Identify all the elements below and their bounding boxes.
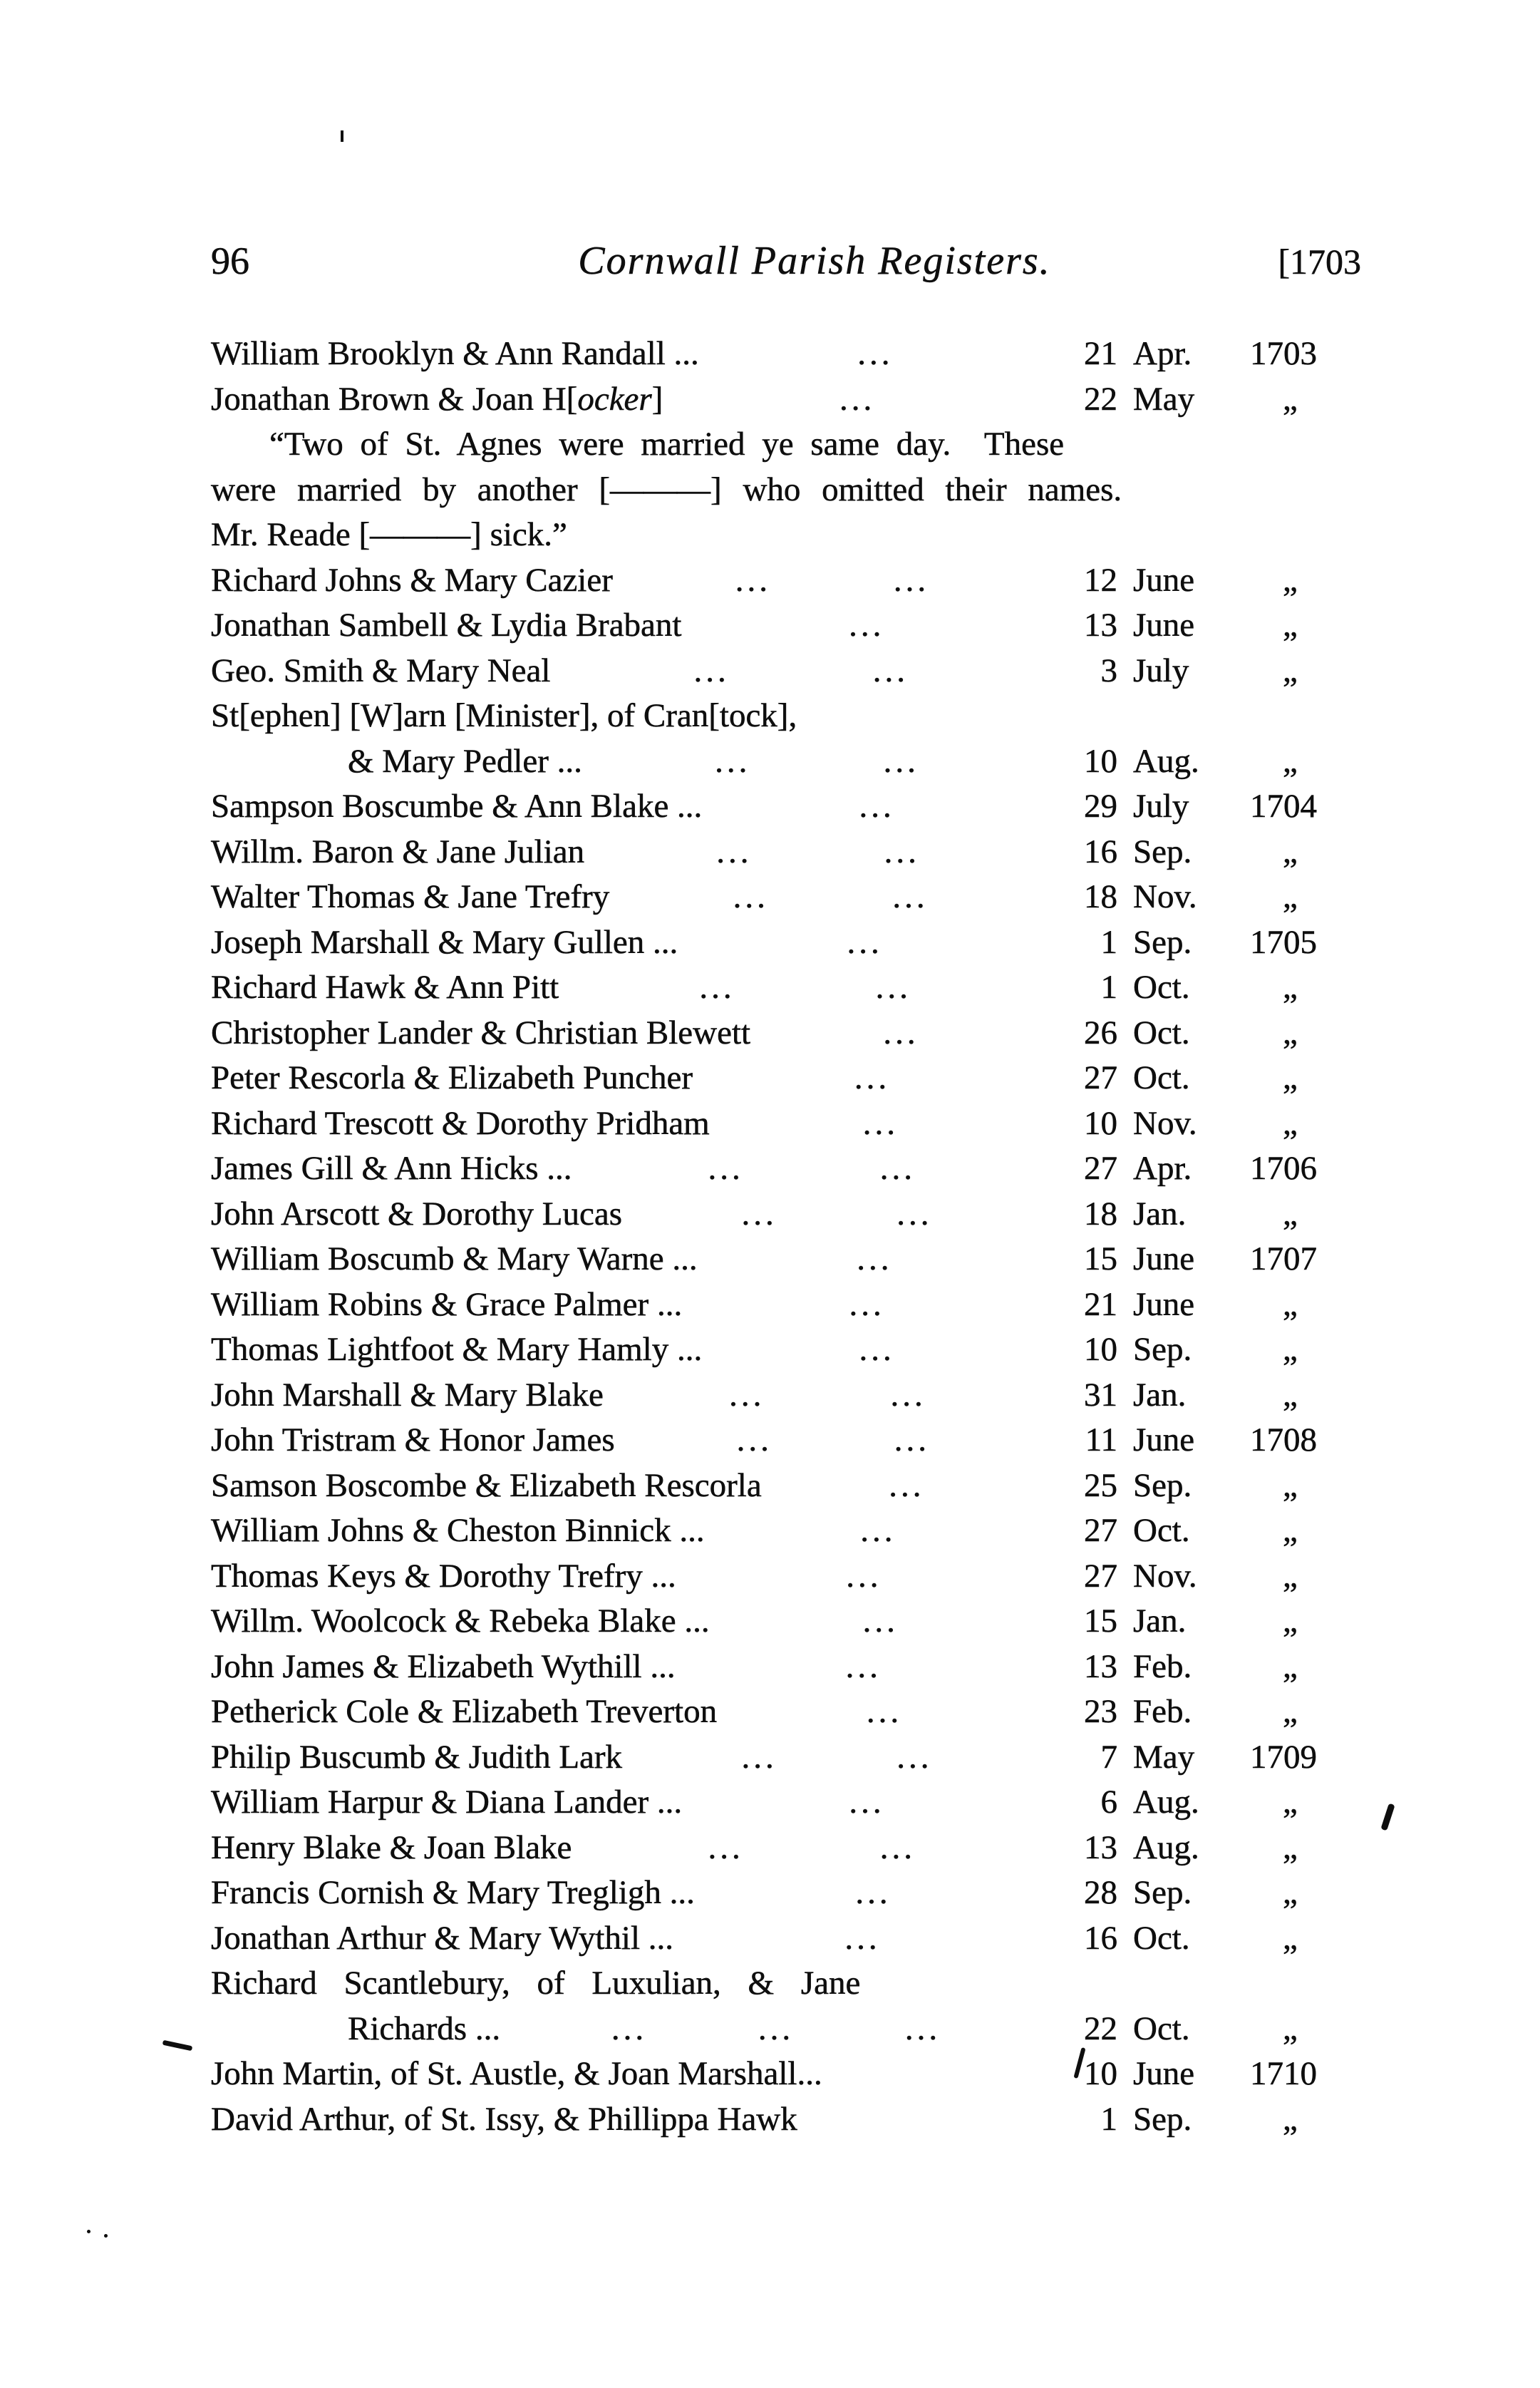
entry-month: Sep. (1133, 2100, 1192, 2138)
entry-name: John Marshall & Mary Blake (211, 1376, 604, 1414)
register-entry (211, 965, 1361, 1011)
leader-dots: ... (735, 561, 771, 599)
entry-year: „ (1283, 1512, 1298, 1549)
register-entry (211, 2097, 1361, 2143)
entry-leaders (676, 1554, 1052, 1600)
entry-year: „ (1283, 2009, 1298, 2047)
entry-name: Willm. Woolcock & Rebeka Blake ... (211, 1602, 710, 1640)
leader-dots: ... (862, 1602, 899, 1640)
entry-day: 18 (1084, 878, 1117, 915)
register-entry (211, 1146, 1361, 1192)
leader-dots: ... (890, 1376, 926, 1414)
entry-name: Jonathan Brown & Joan H[ocker] (211, 380, 663, 418)
entry-leaders (702, 784, 1052, 830)
entry-year: „ (1283, 1376, 1298, 1414)
register-entry (211, 1056, 1361, 1101)
entry-day: 21 (1084, 335, 1117, 372)
entry-month: Nov. (1133, 1557, 1197, 1595)
entry-name: Richard Scantlebury, of Luxulian, & Jane (211, 1965, 861, 2002)
entry-year: „ (1283, 833, 1298, 870)
entry-month: Jan. (1133, 1376, 1187, 1414)
leader-dots: ... (857, 1240, 893, 1277)
register-entry (211, 1599, 1361, 1645)
leader-dots: ... (896, 1738, 933, 1776)
leader-dots: ... (716, 833, 753, 870)
entry-name: & Mary Pedler ... (348, 742, 582, 780)
register-entry (211, 1327, 1361, 1373)
register-entry (211, 1418, 1361, 1463)
entry-day: 11 (1085, 1421, 1117, 1458)
register-entry (211, 1192, 1361, 1237)
entry-month: June (1133, 1240, 1195, 1277)
entry-day: 26 (1084, 1014, 1117, 1051)
leader-dots: ... (855, 1874, 892, 1911)
entry-leaders (681, 603, 1052, 649)
entry-year: „ (1283, 607, 1298, 644)
register-entry (211, 1961, 1361, 2007)
entry-leaders (762, 1463, 1052, 1509)
entry-month: Sep. (1133, 833, 1192, 870)
entry-month: Nov. (1133, 1104, 1197, 1142)
entry-leaders (622, 1192, 1052, 1237)
entry-month: July (1133, 652, 1189, 689)
entry-day: 28 (1084, 1874, 1117, 1911)
entry-day: 10 (1084, 1331, 1117, 1368)
leader-dots: ... (879, 1828, 916, 1866)
entry-year: „ (1283, 380, 1298, 418)
entry-leaders (717, 1689, 1052, 1735)
entry-day: 1 (1100, 969, 1117, 1006)
entry-month: Apr. (1133, 1150, 1192, 1187)
entry-year: 1705 (1250, 923, 1317, 961)
entry-year: „ (1283, 561, 1298, 599)
entry-day: 7 (1100, 1738, 1117, 1776)
leader-dots: ... (845, 1647, 882, 1685)
leader-dots: ... (849, 607, 885, 644)
entry-day: 22 (1084, 2009, 1117, 2047)
entry-name: David Arthur, of St. Issy, & Phillippa Hawk (211, 2100, 797, 2138)
entry-year: „ (1283, 1784, 1298, 1821)
entry-year: „ (1283, 742, 1298, 780)
leader-dots: ... (715, 742, 751, 780)
entry-month: Sep. (1133, 1874, 1192, 1911)
entry-year: 1710 (1250, 2055, 1317, 2092)
register-entry (211, 784, 1361, 830)
entry-day: 10 (1084, 742, 1117, 780)
entry-month: Oct. (1133, 1919, 1190, 1957)
entry-name: Richard Hawk & Ann Pitt (211, 969, 559, 1006)
entry-leaders (682, 1282, 1052, 1328)
leader-dots: ... (892, 878, 929, 915)
register-entry (211, 739, 1361, 785)
leader-dots: ... (883, 1014, 919, 1051)
entry-name: Joseph Marshall & Mary Gullen ... (211, 923, 678, 961)
entry-leaders (702, 1327, 1052, 1373)
entry-leaders (673, 1916, 1052, 1962)
entry-month: Aug. (1133, 1784, 1199, 1821)
entry-name: William Harpur & Diana Lander ... (211, 1784, 683, 1821)
register-entry (211, 1826, 1361, 1871)
entry-year: „ (1283, 1693, 1298, 1730)
entry-day: 16 (1084, 833, 1117, 870)
leader-dots: ... (708, 1828, 744, 1866)
register-entry (211, 1237, 1361, 1282)
register-entry (211, 1735, 1361, 1781)
entry-name: William Johns & Cheston Binnick ... (211, 1512, 705, 1549)
page-title: Cornwall Parish Registers. (578, 239, 1051, 283)
entry-leaders (615, 1418, 1052, 1463)
entry-month: Feb. (1133, 1647, 1192, 1685)
entry-name: William Robins & Grace Palmer ... (211, 1285, 683, 1323)
entry-year: 1709 (1250, 1738, 1317, 1776)
leader-dots: ... (839, 380, 876, 418)
entry-leaders (705, 1508, 1052, 1554)
entry-name: Henry Blake & Joan Blake (211, 1828, 572, 1866)
leader-dots: ... (708, 1150, 744, 1187)
entry-day: 27 (1084, 1512, 1117, 1549)
leader-dots: ... (733, 878, 769, 915)
leader-dots: ... (844, 1919, 881, 1957)
register-entry (211, 2052, 1361, 2097)
ink-mark-speck (341, 130, 343, 142)
entry-day: 12 (1084, 561, 1117, 599)
leader-dots: ... (884, 833, 920, 870)
register-entry (211, 1916, 1361, 1962)
register-entry (211, 603, 1361, 649)
leader-dots: ... (847, 923, 883, 961)
entry-month: Oct. (1133, 1059, 1190, 1096)
entry-leaders (682, 1780, 1052, 1826)
entry-month: Sep. (1133, 1466, 1192, 1504)
entry-year: „ (1283, 878, 1298, 915)
entry-leaders (584, 830, 1052, 875)
entry-leaders (604, 1373, 1052, 1419)
ink-mark-dot (87, 2230, 91, 2233)
leader-dots: ... (893, 561, 930, 599)
entry-day: 16 (1084, 1919, 1117, 1957)
entry-day: 29 (1084, 788, 1117, 825)
register-entry (211, 1689, 1361, 1735)
scanned-page (211, 235, 1361, 2142)
entry-month: Jan. (1133, 1195, 1187, 1232)
entry-year: 1706 (1250, 1150, 1317, 1187)
register-entry (211, 2007, 1361, 2052)
entry-leaders (750, 1011, 1052, 1056)
leader-dots: ... (866, 1693, 903, 1730)
entry-month: Oct. (1133, 969, 1190, 1006)
register-entry (211, 1554, 1361, 1600)
leader-dots: ... (741, 1738, 777, 1776)
ink-mark-dot (104, 2234, 108, 2238)
entry-leaders (710, 1599, 1052, 1645)
ink-mark-left-squiggle (162, 2040, 193, 2052)
entry-leaders (559, 965, 1052, 1011)
entry-name: Francis Cornish & Mary Tregligh ... (211, 1874, 695, 1911)
entry-year: „ (1283, 1104, 1298, 1142)
entry-leaders (622, 1735, 1052, 1781)
entry-day: 31 (1084, 1376, 1117, 1414)
entry-name: William Brooklyn & Ann Randall ... (211, 335, 699, 372)
leader-dots: ... (846, 1557, 882, 1595)
entry-leaders (695, 1870, 1052, 1916)
entry-day: 13 (1084, 1647, 1117, 1685)
entry-year: „ (1283, 1919, 1298, 1957)
entry-day: 6 (1100, 1784, 1117, 1821)
entry-day: 15 (1084, 1240, 1117, 1277)
entry-month: June (1133, 1421, 1195, 1458)
entry-year: „ (1283, 1602, 1298, 1640)
entry-leaders (572, 1146, 1052, 1192)
entry-day: 25 (1084, 1466, 1117, 1504)
entry-name: John Tristram & Honor James (211, 1421, 615, 1458)
entry-name: Richard Trescott & Dorothy Pridham (211, 1104, 710, 1142)
entry-name: William Boscumb & Mary Warne ... (211, 1240, 698, 1277)
entry-month: Oct. (1133, 1512, 1190, 1549)
register-entry (211, 1282, 1361, 1328)
entry-name: Thomas Keys & Dorothy Trefry ... (211, 1557, 676, 1595)
entry-name: Samson Boscombe & Elizabeth Rescorla (211, 1466, 762, 1504)
entry-leaders (676, 1645, 1052, 1690)
register-entry (211, 558, 1361, 604)
entry-name: Philip Buscumb & Judith Lark (211, 1738, 623, 1776)
entry-month: June (1133, 561, 1195, 599)
entry-leaders (572, 1826, 1052, 1871)
note-line: were married by another [———] who omitted their names. (211, 470, 1122, 508)
entry-year: „ (1283, 1557, 1298, 1595)
leader-dots: ... (611, 2009, 648, 2047)
register-entry (211, 1101, 1361, 1147)
register-entry (211, 875, 1361, 920)
entry-day: 27 (1084, 1557, 1117, 1595)
entry-name: Walter Thomas & Jane Trefry (211, 878, 610, 915)
entry-leaders (698, 1237, 1052, 1282)
entry-year: 1707 (1250, 1240, 1317, 1277)
entry-leaders (693, 1056, 1052, 1101)
entry-year: „ (1283, 969, 1298, 1006)
leader-dots: ... (699, 969, 735, 1006)
leader-dots: ... (862, 1104, 899, 1142)
entry-year: „ (1283, 1195, 1298, 1232)
page-number: 96 (211, 240, 249, 282)
leader-dots: ... (872, 652, 909, 689)
entry-month: Sep. (1133, 1331, 1192, 1368)
register-entry (211, 1870, 1361, 1916)
entry-name: Christopher Lander & Christian Blewett (211, 1014, 751, 1051)
entry-leaders (699, 331, 1052, 377)
entry-day: 1 (1100, 923, 1117, 961)
entry-day: 1 (1100, 2100, 1117, 2138)
register-entry (211, 920, 1361, 966)
entry-day: 10 (1084, 2055, 1117, 2092)
entry-day: 27 (1084, 1059, 1117, 1096)
register-entry (211, 1780, 1361, 1826)
ink-mark-right-tick (1380, 1803, 1395, 1831)
note-line: “Two of St. Agnes were married ye same day. These (269, 426, 1065, 463)
register-entry (211, 1373, 1361, 1419)
leader-dots: ... (904, 2009, 941, 2047)
entry-name: Sampson Boscumbe & Ann Blake ... (211, 788, 703, 825)
entry-year: „ (1283, 1874, 1298, 1911)
leader-dots: ... (849, 1784, 885, 1821)
register-entry (211, 1463, 1361, 1509)
entry-leaders (609, 875, 1052, 920)
entry-leaders (582, 739, 1052, 785)
entry-month: May (1133, 1738, 1195, 1776)
entry-year: „ (1283, 1331, 1298, 1368)
entry-month: Oct. (1133, 1014, 1190, 1051)
entry-name: St[ephen] [W]arn [Minister], of Cran[tock], (211, 697, 797, 734)
entry-year: 1708 (1250, 1421, 1317, 1458)
leader-dots: ... (859, 788, 895, 825)
entry-leaders (663, 377, 1052, 423)
register-entry (211, 331, 1361, 377)
leader-dots: ... (736, 1421, 772, 1458)
leader-dots: ... (741, 1195, 777, 1232)
entry-name: Petherick Cole & Elizabeth Treverton (211, 1693, 718, 1730)
entry-month: Jan. (1133, 1602, 1187, 1640)
leader-dots: ... (883, 742, 919, 780)
entry-leaders (550, 649, 1052, 694)
entry-name: John Martin, of St. Austle, & Joan Marshall... (211, 2055, 822, 2092)
entry-year: „ (1283, 1059, 1298, 1096)
entry-year: „ (1283, 1466, 1298, 1504)
leader-dots: ... (859, 1331, 895, 1368)
page-header (211, 235, 1361, 287)
register-entry (211, 1011, 1361, 1056)
entry-year: 1704 (1250, 788, 1317, 825)
entry-day: 21 (1084, 1285, 1117, 1323)
entry-leaders (613, 558, 1052, 604)
entry-day: 10 (1084, 1104, 1117, 1142)
entry-month: June (1133, 607, 1195, 644)
entry-name: Willm. Baron & Jane Julian (211, 833, 585, 870)
entry-leaders (500, 2007, 1052, 2052)
entry-day: 18 (1084, 1195, 1117, 1232)
entry-year: „ (1283, 1647, 1298, 1685)
entry-day: 13 (1084, 607, 1117, 644)
entry-month: Oct. (1133, 2009, 1190, 2047)
register-entry (211, 649, 1361, 694)
leader-dots: ... (849, 1285, 885, 1323)
entry-name: Peter Rescorla & Elizabeth Puncher (211, 1059, 693, 1096)
leader-dots: ... (729, 1376, 765, 1414)
register-entry (211, 1508, 1361, 1554)
register-entry (211, 694, 1361, 739)
entry-name: Thomas Lightfoot & Mary Hamly ... (211, 1331, 703, 1368)
entry-year: „ (1283, 1014, 1298, 1051)
entry-month: June (1133, 1285, 1195, 1323)
entry-year: „ (1283, 652, 1298, 689)
entry-leaders (678, 920, 1052, 966)
leader-dots: ... (894, 1421, 931, 1458)
entry-month: July (1133, 788, 1189, 825)
entry-day: 27 (1084, 1150, 1117, 1187)
entry-leaders (710, 1101, 1052, 1147)
entry-name: John Arscott & Dorothy Lucas (211, 1195, 622, 1232)
entry-day: 23 (1084, 1693, 1117, 1730)
entry-year: „ (1283, 1285, 1298, 1323)
leader-dots: ... (896, 1195, 933, 1232)
entry-day: 3 (1100, 652, 1117, 689)
register-rows (211, 331, 1361, 2142)
entry-day: 15 (1084, 1602, 1117, 1640)
entry-month: Aug. (1133, 742, 1199, 780)
entry-name: Richard Johns & Mary Cazier (211, 561, 613, 599)
entry-name: Jonathan Sambell & Lydia Brabant (211, 607, 682, 644)
entry-month: Nov. (1133, 878, 1197, 915)
note-paragraph (211, 422, 1361, 558)
leader-dots: ... (758, 2009, 795, 2047)
leader-dots: ... (879, 1150, 916, 1187)
entry-name: John James & Elizabeth Wythill ... (211, 1647, 676, 1685)
entry-day: 22 (1084, 380, 1117, 418)
entry-year: 1703 (1250, 335, 1317, 372)
entry-month: Apr. (1133, 335, 1192, 372)
entry-month: Sep. (1133, 923, 1192, 961)
entry-day: 13 (1084, 1828, 1117, 1866)
entry-name: Jonathan Arthur & Mary Wythil ... (211, 1919, 674, 1957)
register-entry (211, 1645, 1361, 1690)
entry-month: Aug. (1133, 1828, 1199, 1866)
entry-name: Richards ... (348, 2009, 501, 2047)
entry-month: Feb. (1133, 1693, 1192, 1730)
entry-year: „ (1283, 2100, 1298, 2138)
entry-year: „ (1283, 1828, 1298, 1866)
leader-dots: ... (693, 652, 730, 689)
register-entry (211, 830, 1361, 875)
entry-month: May (1133, 380, 1195, 418)
leader-dots: ... (857, 335, 894, 372)
note-line: Mr. Reade [———] sick.” (211, 516, 567, 553)
register-entry (211, 377, 1361, 423)
leader-dots: ... (854, 1059, 891, 1096)
entry-month: June (1133, 2055, 1195, 2092)
year-marker: [1703 (1278, 242, 1361, 282)
entry-name: James Gill & Ann Hicks ... (211, 1150, 572, 1187)
leader-dots: ... (875, 969, 911, 1006)
leader-dots: ... (889, 1466, 925, 1504)
entry-name: Geo. Smith & Mary Neal (211, 652, 551, 689)
leader-dots: ... (860, 1512, 896, 1549)
